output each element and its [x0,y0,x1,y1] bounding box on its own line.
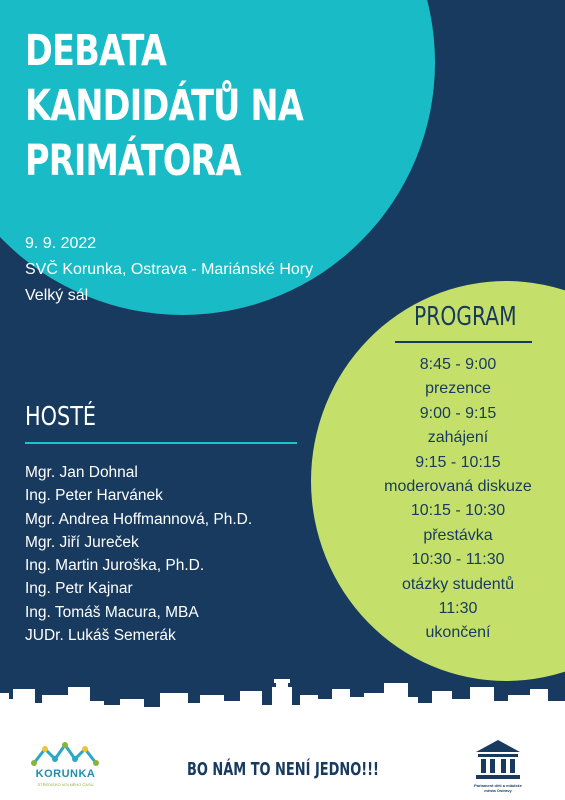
event-date: 9. 9. 2022 [25,235,97,252]
program-time: 10:30 - 11:30 [411,551,505,569]
program-activity: zahájení [427,429,489,447]
program-time: 9:00 - 9:15 [419,404,497,422]
program-activity: otázky studentů [401,575,515,593]
slogan: BO NÁM TO NENÍ JEDNO!!! [187,759,379,780]
program-activity: prezence [425,380,491,398]
program-time: 10:15 - 10:30 [410,502,506,520]
title-line: DEBATA [25,26,167,76]
program-list [355,353,561,646]
program-activity: ukončení [425,624,491,642]
korunka-logo-subtitle: STŘEDISKO VOLNÉHO ČASU [37,782,94,787]
parliament-building-icon [468,736,528,782]
title-line: PRIMÁTORA [25,136,241,186]
parliament-logo-caption: Parlament dětí a mládeže města Ostravy [474,783,522,793]
title-line: KANDIDÁTŮ NA [25,81,303,131]
program-time: 9:15 - 10:15 [415,453,501,471]
guests-heading: HOSTÉ [25,402,97,432]
parliament-logo [468,736,528,798]
korunka-logo [28,739,103,794]
program-activity: přestávka [423,526,493,544]
guest-item: Mgr. Jan Dohnal [25,464,138,481]
guest-item: Mgr. Jiří Jureček [25,533,139,551]
crown-icon [28,739,103,769]
guests-divider [25,442,297,444]
guests-list [25,461,252,647]
program-time: 8:45 - 9:00 [419,356,497,373]
guest-item: Ing. Petr Kajnar [25,580,133,598]
korunka-logo-name: KORUNKA [35,768,96,780]
guest-item: Ing. Peter Harvánek [25,487,163,505]
guest-item: Ing. Martin Juroška, Ph.D. [25,557,205,575]
guest-item: Mgr. Andrea Hoffmannová, Ph.D. [25,510,253,528]
event-info [25,231,313,309]
event-place: SVČ Korunka, Ostrava - Mariánské Hory [25,261,314,278]
guest-item: Ing. Tomáš Macura, MBA [25,603,199,621]
program-divider [395,341,532,343]
program-heading: PROGRAM [414,302,517,332]
city-skyline [0,675,565,735]
program-time: 11:30 [438,600,478,618]
guest-item: JUDr. Lukáš Semerák [25,627,176,645]
event-title [25,24,303,189]
event-room: Velký sál [25,287,89,304]
program-activity: moderovaná diskuze [384,478,532,496]
